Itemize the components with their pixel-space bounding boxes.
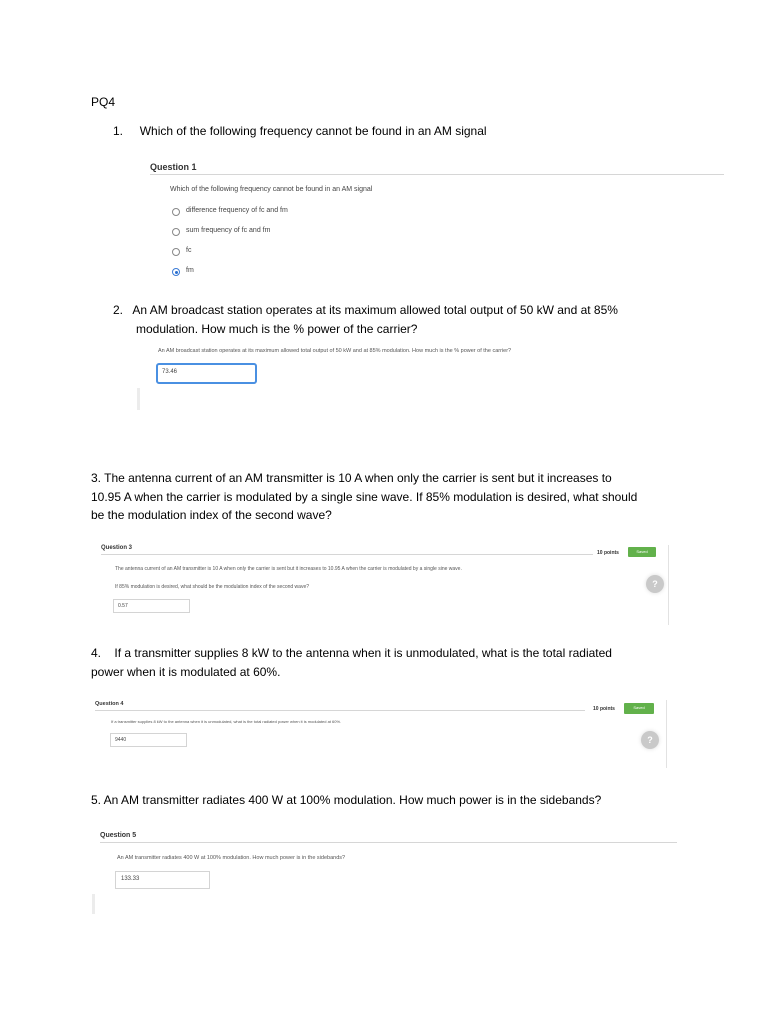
divider bbox=[101, 554, 593, 555]
option-label-1: difference frequency of fc and fm bbox=[186, 207, 288, 214]
option-radio-4-selected[interactable] bbox=[172, 268, 180, 276]
question-1-number: 1. bbox=[113, 124, 124, 138]
question-5-text: 5. An AM transmitter radiates 400 W at 100% modulation. How much power is in the sidebands? bbox=[91, 793, 602, 807]
question-3-prompt-1: The antenna current of an AM transmitter is 10 A when only the carrier is sent but it increases to 10.95 A when the carrier is modulated by a single sine wave. bbox=[115, 566, 462, 572]
question-1-card-title: Question 1 bbox=[150, 162, 197, 172]
question-4-save-button[interactable]: Saved bbox=[624, 703, 654, 714]
question-3-card-title: Question 3 bbox=[101, 545, 133, 551]
question-2-line-2: modulation. How much is the % power of the carrier? bbox=[136, 322, 418, 336]
option-radio-3[interactable] bbox=[172, 248, 180, 256]
question-4-line-1: If a transmitter supplies 8 kW to the antenna when it is unmodulated, what is the total radiated bbox=[114, 646, 612, 660]
option-radio-2[interactable] bbox=[172, 228, 180, 236]
question-3-line-2: 10.95 A when the carrier is modulated by a single sine wave. If 85% modulation is desired, what should bbox=[91, 490, 638, 504]
question-5-answer-input[interactable]: 133.33 bbox=[115, 871, 210, 889]
question-4-line-2: power when it is modulated at 60%. bbox=[91, 665, 281, 679]
question-4-number: 4. bbox=[91, 646, 102, 660]
question-1-heading bbox=[113, 122, 487, 141]
question-4-heading bbox=[91, 644, 612, 663]
document-title: PQ4 bbox=[91, 95, 116, 109]
scroll-marker bbox=[92, 894, 95, 914]
question-3-points: 10 points bbox=[597, 550, 619, 556]
option-label-3: fc bbox=[186, 247, 192, 254]
help-icon[interactable]: ? bbox=[646, 575, 664, 593]
question-3-prompt-2: If 85% modulation is desired, what should be the modulation index of the second wave? bbox=[115, 584, 310, 590]
question-2-prompt: An AM broadcast station operates at its maximum allowed total output of 50 kW and at 85% modulation. How much is the % power of the carrier? bbox=[158, 348, 512, 354]
option-radio-1[interactable] bbox=[172, 208, 180, 216]
question-2-answer-input[interactable]: 73.46 bbox=[156, 363, 257, 384]
question-5-prompt: An AM transmitter radiates 400 W at 100% modulation. How much power is in the sidebands? bbox=[117, 855, 346, 861]
question-4-points: 10 points bbox=[593, 706, 615, 712]
question-2-line-1: An AM broadcast station operates at its maximum allowed total output of 50 kW and at 85% bbox=[132, 303, 618, 317]
question-2-number: 2. bbox=[113, 303, 124, 317]
scroll-marker bbox=[137, 388, 140, 410]
question-5-card-title: Question 5 bbox=[100, 832, 137, 839]
question-4-card-title: Question 4 bbox=[95, 701, 124, 707]
question-4-answer-input[interactable]: 9440 bbox=[110, 733, 187, 747]
divider bbox=[150, 174, 724, 175]
question-2-heading bbox=[113, 301, 618, 320]
question-1-text: Which of the following frequency cannot be found in an AM signal bbox=[139, 124, 487, 138]
divider bbox=[95, 710, 585, 711]
question-4-prompt: If a transmitter supplies 8 kW to the antenna when it is unmodulated, what is the total radiated power when it is modulated at 60%. bbox=[111, 719, 342, 724]
card-border bbox=[666, 700, 667, 768]
option-label-2: sum frequency of fc and fm bbox=[186, 227, 271, 234]
question-3-line-3: be the modulation index of the second wave? bbox=[91, 508, 332, 522]
question-3-line-1: 3. The antenna current of an AM transmitter is 10 A when only the carrier is sent but it increases to bbox=[91, 471, 612, 485]
help-icon[interactable]: ? bbox=[641, 731, 659, 749]
card-border bbox=[668, 545, 669, 625]
question-3-answer-input[interactable]: 0.57 bbox=[113, 599, 190, 613]
question-1-prompt: Which of the following frequency cannot be found in an AM signal bbox=[170, 186, 373, 193]
option-label-4: fm bbox=[186, 267, 194, 274]
question-3-save-button[interactable]: Saved bbox=[628, 547, 656, 557]
divider bbox=[100, 842, 677, 843]
